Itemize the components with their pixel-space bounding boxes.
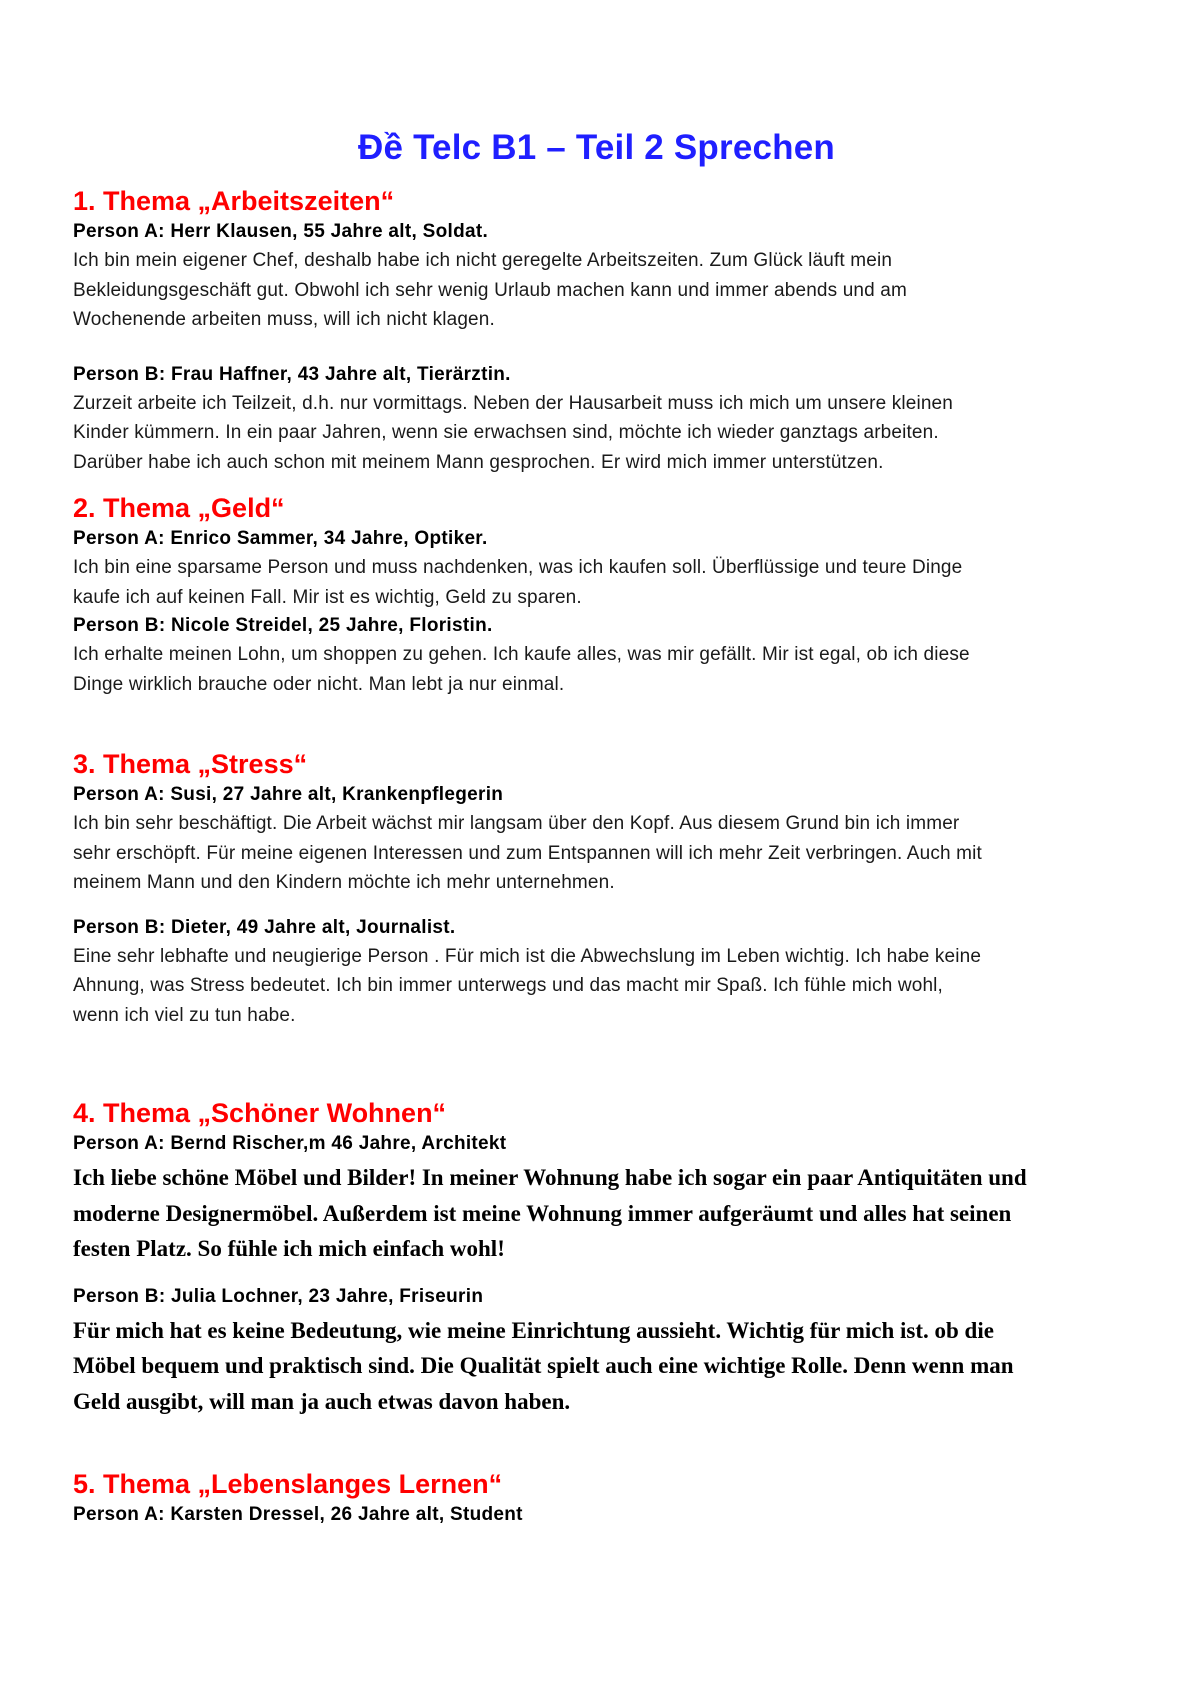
text-line: Ich erhalte meinen Lohn, um shoppen zu gehen. Ich kaufe alles, was mir gefällt. Mir ist egal, ob ich diese	[73, 644, 970, 665]
document-title: Đề Telc B1 – Teil 2 Sprechen	[358, 128, 835, 167]
theme-section-3	[73, 747, 1120, 1030]
person-b-label: Person B: Frau Haffner, 43 Jahre alt, Tierärztin.	[73, 363, 511, 385]
text-line: Ich bin eine sparsame Person und muss nachdenken, was ich kaufen soll. Überflüssige und teure Dinge	[73, 557, 963, 578]
theme-section-4	[73, 1096, 1120, 1419]
person-b-label: Person B: Nicole Streidel, 25 Jahre, Floristin.	[73, 615, 493, 636]
text-line: wenn ich viel zu tun habe.	[73, 1004, 296, 1026]
text-line: Dinge wirklich brauche oder nicht. Man lebt ja nur einmal.	[73, 673, 565, 695]
text-line: Geld ausgibt, will man ja auch etwas davon haben.	[73, 1388, 571, 1414]
text-line: festen Platz. So fühle ich mich einfach wohl!	[73, 1236, 505, 1261]
theme-title: 2. Thema „Geld“	[73, 493, 285, 523]
theme-title: 1. Thema „Arbeitszeiten“	[73, 186, 395, 216]
person-a-label: Person A: Herr Klausen, 55 Jahre alt, Soldat.	[73, 221, 489, 242]
text-line: Für mich hat es keine Bedeutung, wie meine Einrichtung aussieht. Wichtig für mich ist. ob die	[73, 1317, 994, 1343]
text-line: sehr erschöpft. Für meine eigenen Interessen und zum Entspannen will ich mehr Zeit verbringen. Auch mit	[73, 842, 982, 864]
text-line: Eine sehr lebhafte und neugierige Person . Für mich ist die Abwechslung im Leben wichtig. Ich habe keine	[73, 945, 982, 967]
person-a-label: Person A: Susi, 27 Jahre alt, Krankenpflegerin	[73, 784, 504, 805]
text-line: Ich bin mein eigener Chef, deshalb habe ich nicht geregelte Arbeitszeiten. Zum Glück läuft mein	[73, 250, 893, 271]
theme-section-5	[73, 1467, 1120, 1529]
text-line: Zurzeit arbeite ich Teilzeit, d.h. nur vormittags. Neben der Hausarbeit muss ich mich um unsere kleinen	[73, 392, 953, 414]
theme-title: 4. Thema „Schöner Wohnen“	[73, 1098, 447, 1128]
text-line: Wochenende arbeiten muss, will ich nicht klagen.	[73, 309, 495, 330]
theme-section-1	[73, 184, 1120, 477]
text-line: moderne Designermöbel. Außerdem ist meine Wohnung immer aufgeräumt und alles hat seinen	[73, 1200, 1012, 1226]
text-line: kaufe ich auf keinen Fall. Mir ist es wichtig, Geld zu sparen.	[73, 586, 582, 608]
theme-title: 5. Thema „Lebenslanges Lernen“	[73, 1469, 503, 1499]
text-line: Darüber habe ich auch schon mit meinem Mann gesprochen. Er wird mich immer unterstützen.	[73, 451, 884, 473]
text-line: Ich liebe schöne Möbel und Bilder! In meiner Wohnung habe ich sogar ein paar Antiquitäten und	[73, 1165, 1027, 1190]
text-line: meinem Mann und den Kindern möchte ich mehr unternehmen.	[73, 872, 615, 893]
person-a-label: Person A: Bernd Rischer,m 46 Jahre, Architekt	[73, 1133, 507, 1154]
theme-title: 3. Thema „Stress“	[73, 749, 308, 779]
text-line: Ich bin sehr beschäftigt. Die Arbeit wächst mir langsam über den Kopf. Aus diesem Grund bin ich immer	[73, 813, 960, 834]
person-a-label: Person A: Karsten Dressel, 26 Jahre alt, Student	[73, 1504, 523, 1525]
theme-section-2	[73, 491, 1120, 699]
text-line: Möbel bequem und praktisch sind. Die Qualität spielt auch eine wichtige Rolle. Denn wenn man	[73, 1353, 1014, 1378]
text-line: Bekleidungsgeschäft gut. Obwohl ich sehr wenig Urlaub machen kann und immer abends und am	[73, 279, 907, 301]
text-line: Ahnung, was Stress bedeutet. Ich bin immer unterwegs und das macht mir Spaß. Ich fühle mich wohl,	[73, 975, 943, 996]
person-b-label: Person B: Julia Lochner, 23 Jahre, Friseurin	[73, 1285, 484, 1307]
person-b-label: Person B: Dieter, 49 Jahre alt, Journalist.	[73, 916, 456, 938]
person-a-label: Person A: Enrico Sammer, 34 Jahre, Optiker.	[73, 528, 488, 549]
text-line: Kinder kümmern. In ein paar Jahren, wenn sie erwachsen sind, möchte ich wieder ganztags arbeiten.	[73, 422, 939, 443]
